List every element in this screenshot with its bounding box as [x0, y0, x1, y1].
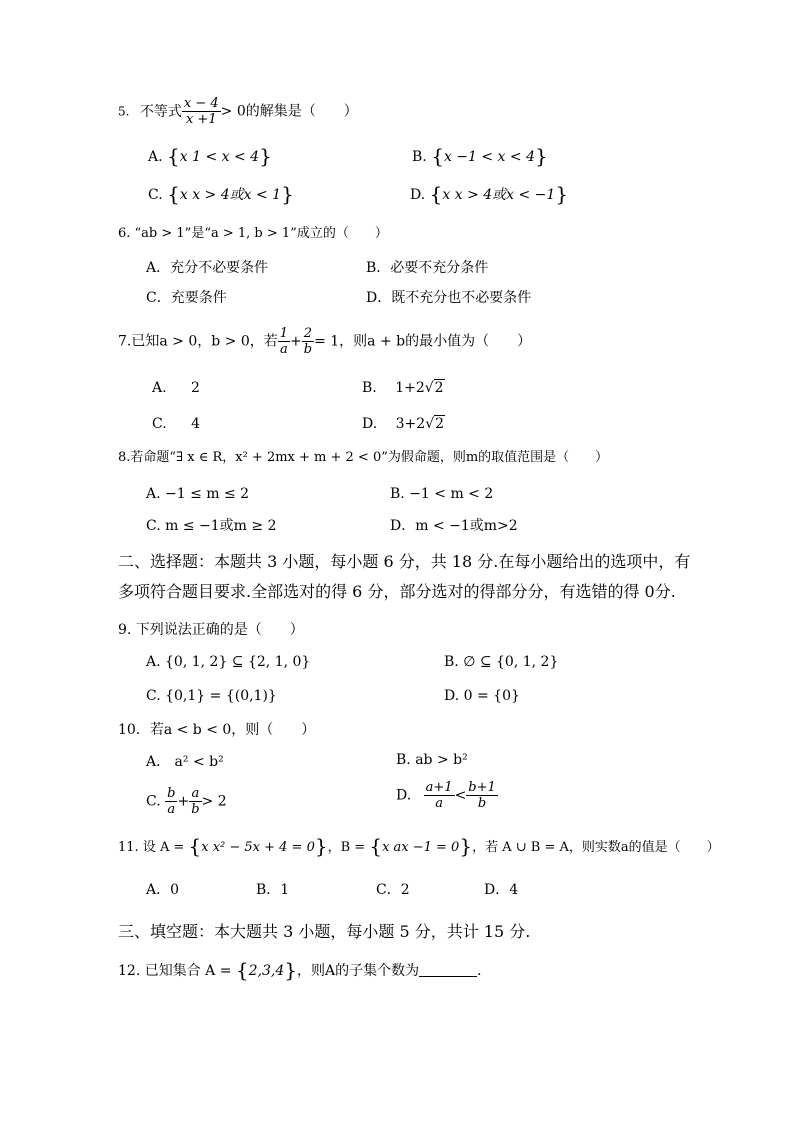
q5-b-label: B. — [412, 149, 427, 165]
q7-f2-den: b — [303, 342, 313, 357]
q7-f2-num: 2 — [302, 326, 314, 342]
q9-stem: 9. 下列说法正确的是（ ） — [118, 622, 304, 638]
q7-option-a — [152, 378, 200, 398]
q10-stem: 10．若a < b < 0，则（ ） — [118, 722, 316, 738]
q5-b-text: x −1 < x < 4 — [443, 149, 535, 165]
left-brace-icon: { — [429, 182, 443, 206]
q10-c-label: C. — [146, 793, 161, 810]
q5-a-text: x 1 < x < 4 — [179, 149, 260, 165]
q12-set: 2,3,4 — [248, 963, 285, 979]
q10-option-d — [396, 780, 498, 811]
q9-option-c: C. {0,1} = {(0,1)} — [146, 688, 277, 704]
left-brace-icon: { — [369, 834, 383, 858]
q5-fraction — [182, 96, 221, 127]
q11-mid: ，B = — [327, 840, 366, 855]
left-brace-icon: { — [431, 144, 444, 168]
q8-option-a: A. −1 ≤ m ≤ 2 — [146, 486, 250, 502]
q7-d-radicand: 2 — [435, 416, 445, 432]
q10-c-f1-den: a — [167, 802, 176, 817]
q7-a-label: A. — [152, 380, 167, 396]
q5-option-b — [412, 146, 548, 167]
q5-c-text: x x > 4或x < 1 — [179, 187, 282, 203]
q10-d-lt: < — [454, 787, 467, 804]
answer-blank[interactable] — [419, 962, 477, 977]
sqrt-icon: √2 — [424, 380, 444, 396]
q6-option-a: A．充分不必要条件 — [146, 260, 269, 276]
q7-d-text: 3+2 — [395, 416, 426, 432]
q5-pre: 不等式 — [139, 103, 182, 120]
q5-d-label: D. — [410, 187, 426, 203]
q7-plus: + — [290, 333, 302, 350]
q7-c-label: C. — [152, 416, 167, 432]
q12-post: ，则A的子集个数为 — [297, 963, 420, 979]
q7-b-label: B. — [362, 380, 377, 396]
q5-post: > 0的解集是（ ） — [220, 103, 358, 120]
q10-d-fraction-1 — [424, 780, 455, 811]
q8-option-d: D．m < −1或m>2 — [390, 518, 518, 534]
q10-c-fraction-1 — [165, 786, 177, 817]
q5-number: 5. — [118, 104, 130, 119]
right-brace-icon: } — [284, 958, 298, 982]
q5-a-label: A. — [148, 149, 163, 165]
q5-option-a — [148, 146, 272, 167]
q5-c-label: C. — [148, 187, 163, 203]
q10-c-f1-num: b — [167, 786, 176, 801]
q8-stem: 8.若命题“∃ x ∈ R，x² + 2mx + m + 2 < 0”为假命题，则m的取值范围是（ ） — [118, 450, 609, 465]
q7-pre: 7.已知a > 0，b > 0，若 — [118, 333, 278, 350]
q6-stem: 6. “ab > 1”是“a > 1, b > 1”成立的（ ） — [118, 226, 388, 241]
q5-option-c — [148, 184, 294, 205]
q10-d-f2-den: b — [477, 796, 487, 811]
q9-option-a: A. {0, 1, 2} ⊆ {2, 1, 0} — [146, 654, 311, 670]
section2-heading-line1: 二、选择题：本题共 3 小题，每小题 6 分，共 18 分.在每小题给出的选项中，有 — [118, 552, 691, 571]
q5-option-d — [410, 184, 568, 205]
q8-option-c: C. m ≤ −1或m ≥ 2 — [146, 518, 277, 534]
q10-d-f1-num: a+1 — [425, 780, 453, 795]
q9-option-d: D. 0 = {0} — [444, 688, 520, 704]
section3-heading: 三、填空题：本大题共 3 小题，每小题 5 分，共计 15 分. — [118, 922, 531, 941]
q10-option-b: B. ab > b² — [396, 752, 468, 768]
q6-option-d: D．既不充分也不必要条件 — [366, 290, 532, 306]
left-brace-icon: { — [167, 144, 180, 168]
q11-option-c: C．2 — [376, 882, 410, 898]
q7-option-d — [362, 414, 445, 434]
q7-fraction-2 — [302, 326, 314, 357]
q7-option-b — [362, 378, 445, 398]
q11-set-b: x ax −1 = 0 — [382, 840, 460, 855]
q11-option-a: A．0 — [146, 882, 180, 898]
q11-pre: 11. 设 A = — [118, 840, 185, 855]
q6-option-c: C．充要条件 — [146, 290, 227, 306]
left-brace-icon: { — [188, 834, 202, 858]
q5-frac-den: x +1 — [185, 112, 217, 127]
q11-set-a: x x² − 5x + 4 = 0 — [201, 840, 315, 855]
q5-stem — [118, 96, 358, 127]
q9-option-b: B. ∅ ⊆ {0, 1, 2} — [444, 654, 559, 670]
q10-c-fraction-2 — [189, 786, 201, 817]
q10-c-post: > 2 — [201, 793, 227, 810]
q12-end: ． — [477, 963, 492, 979]
q11-option-d: D．4 — [484, 882, 519, 898]
q6-option-b: B．必要不充分条件 — [366, 260, 489, 276]
q7-d-label: D. — [362, 416, 378, 432]
right-brace-icon: } — [555, 182, 569, 206]
q12-stem — [118, 960, 491, 981]
q5-d-text: x x > 4或x < −1 — [442, 187, 556, 203]
q10-d-f1-den: a — [435, 796, 443, 811]
q10-c-f2-den: b — [191, 802, 200, 817]
right-brace-icon: } — [535, 144, 548, 168]
q10-d-fraction-2 — [466, 780, 498, 811]
right-brace-icon: } — [459, 834, 473, 858]
q10-d-f2-num: b+1 — [468, 780, 496, 795]
q11-option-b: B．1 — [256, 882, 290, 898]
q7-b-text: 1+2 — [395, 380, 425, 396]
sqrt-icon: √2 — [425, 416, 445, 432]
q7-option-c — [152, 414, 200, 434]
q7-post: = 1，则a + b的最小值为（ ） — [314, 333, 532, 350]
q10-c-plus: + — [177, 793, 190, 810]
q11-post: ，若 A ∪ B = A，则实数a的值是（ ） — [472, 840, 720, 855]
left-brace-icon: { — [167, 182, 180, 206]
q7-b-radicand: 2 — [434, 380, 444, 396]
right-brace-icon: } — [314, 834, 328, 858]
q5-frac-num: x − 4 — [183, 96, 219, 111]
q7-a-text: 2 — [191, 380, 200, 396]
q11-stem — [118, 836, 720, 858]
right-brace-icon: } — [259, 144, 272, 168]
q7-stem — [118, 326, 531, 357]
q10-option-a: A． a² < b² — [146, 754, 224, 770]
q7-f1-den: a — [280, 342, 288, 357]
q7-f1-num: 1 — [279, 326, 289, 341]
q7-c-text: 4 — [191, 416, 201, 432]
q7-fraction-1 — [278, 326, 290, 357]
q10-option-c — [146, 786, 227, 817]
q10-d-label: D. — [396, 787, 412, 804]
left-brace-icon: { — [235, 958, 249, 982]
right-brace-icon: } — [281, 182, 294, 206]
q8-option-b: B. −1 < m < 2 — [390, 486, 494, 502]
q12-pre: 12. 已知集合 A = — [118, 963, 232, 979]
q10-c-f2-num: a — [189, 786, 201, 802]
section2-heading-line2: 多项符合题目要求.全部选对的得 6 分，部分选对的得部分分，有选错的得 0分. — [118, 582, 676, 601]
